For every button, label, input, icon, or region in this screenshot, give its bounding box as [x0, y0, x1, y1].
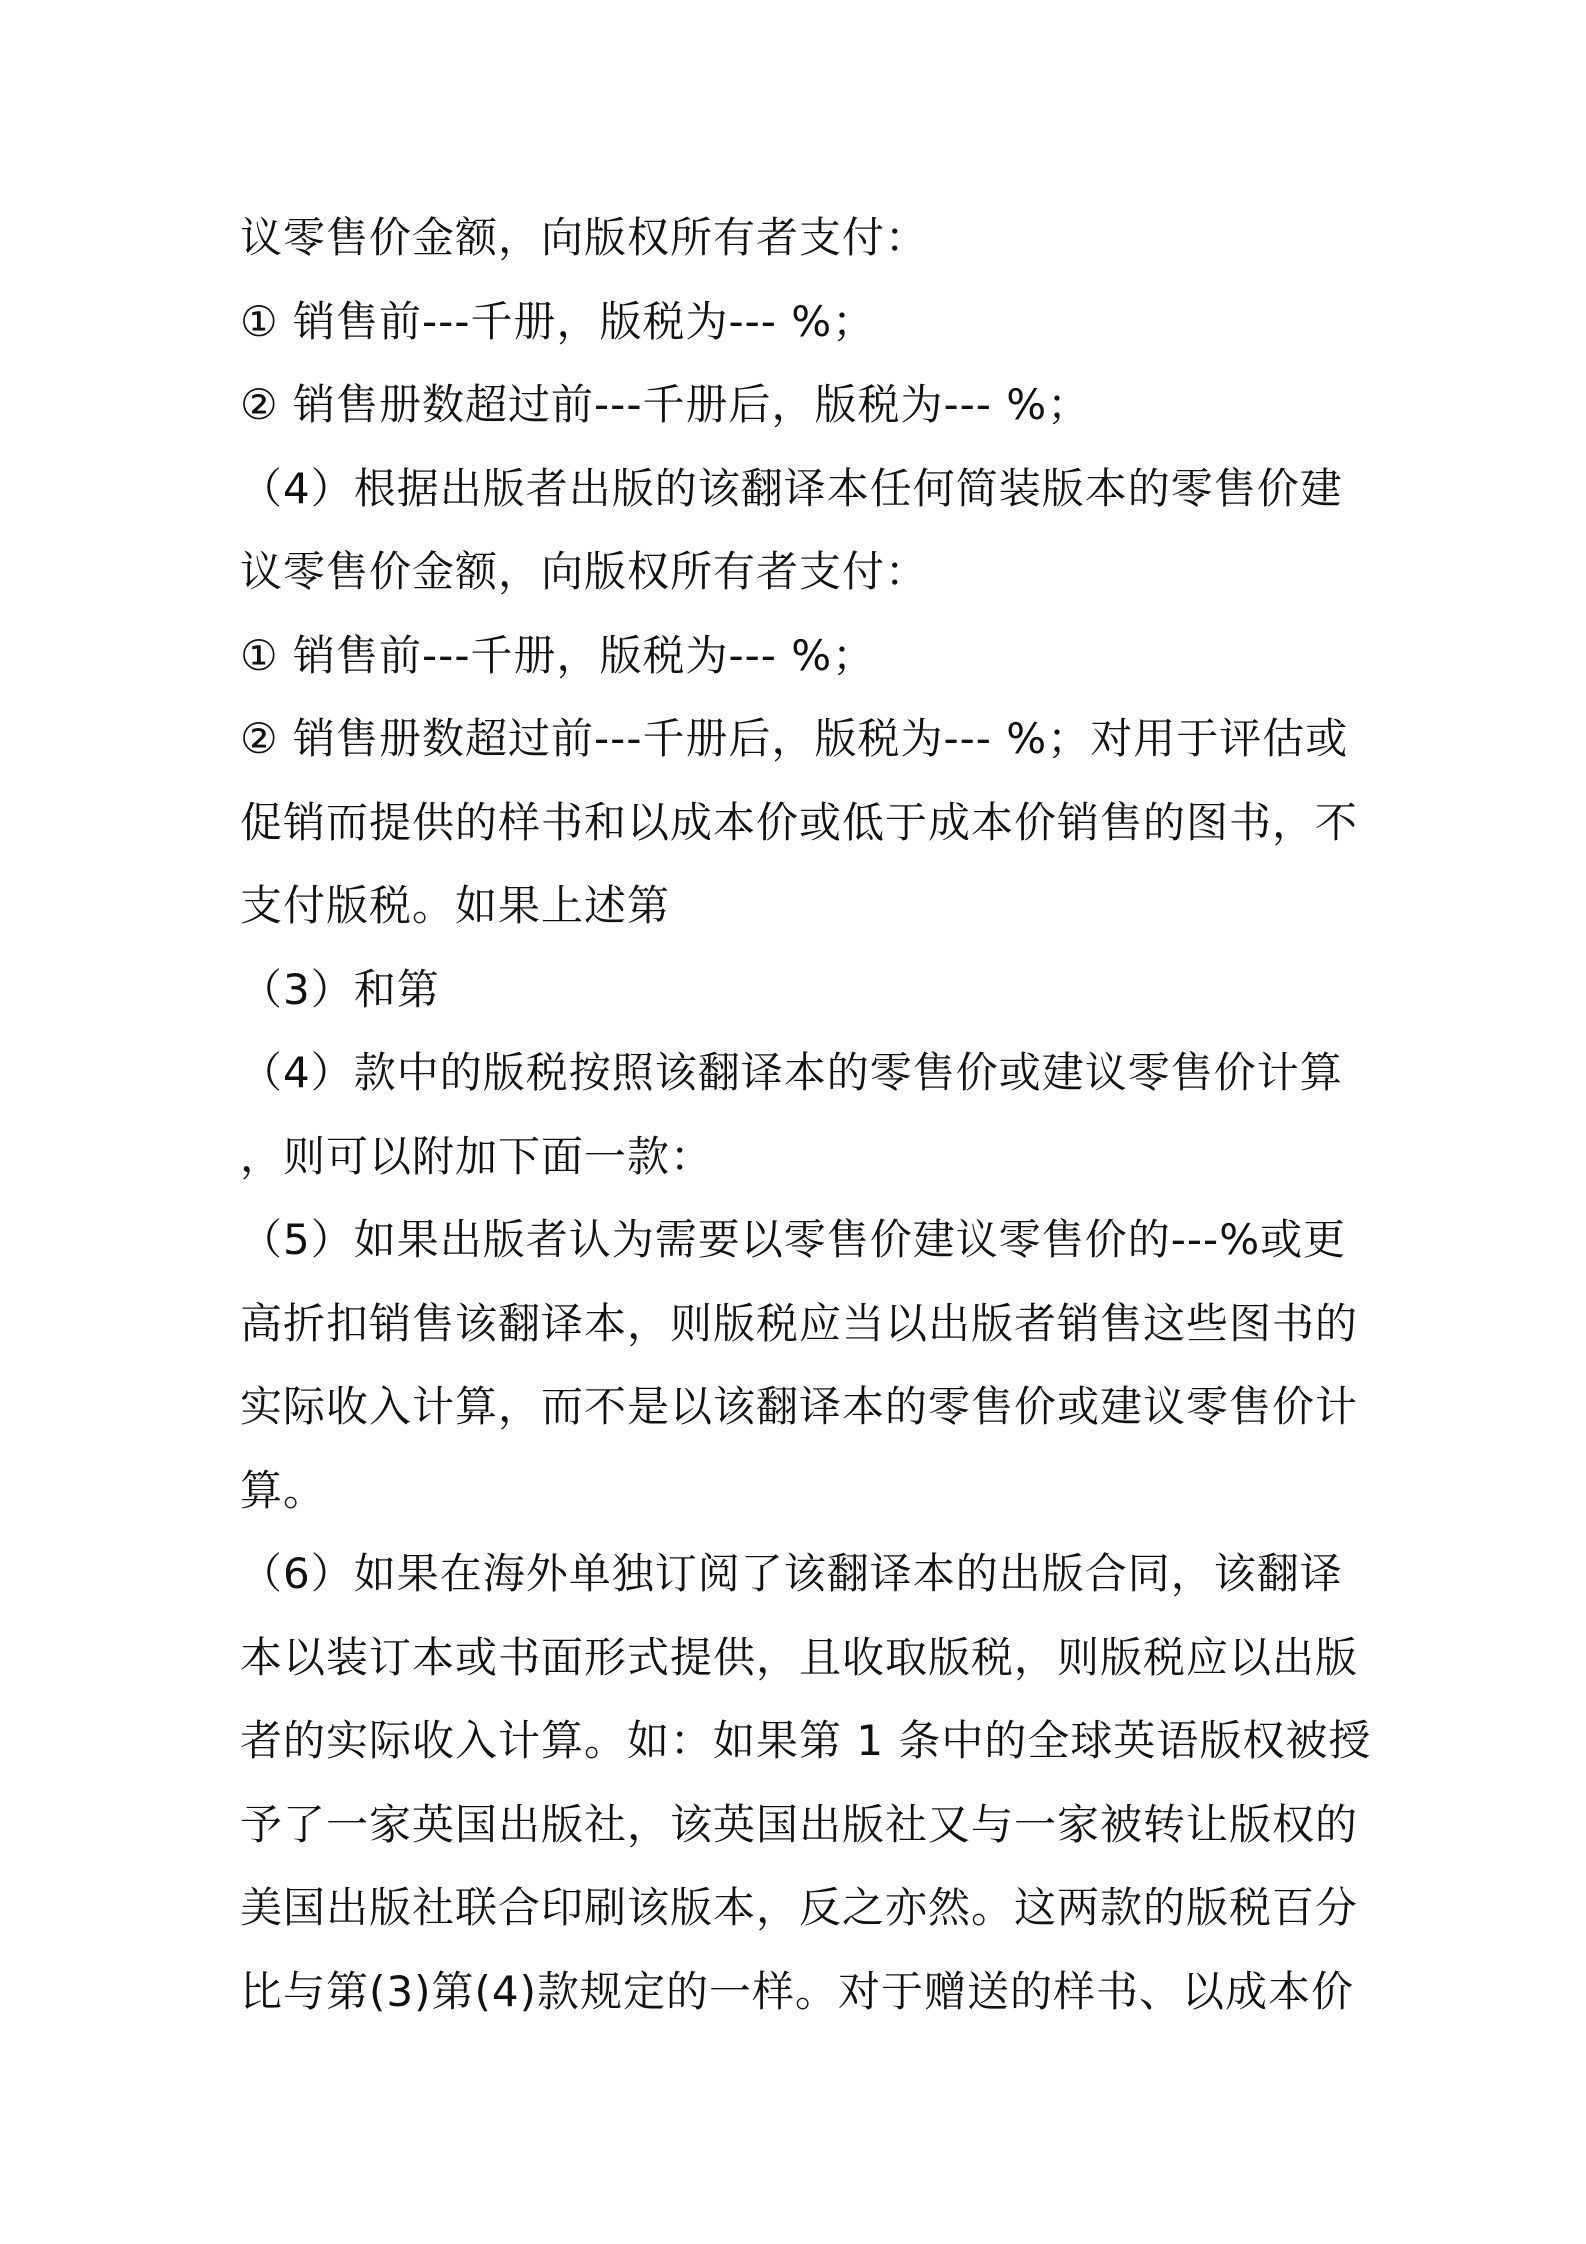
text-line: ① 销售前---千册，版税为--- %； — [240, 630, 876, 680]
text-line: （5）如果出版者认为需要以零售价建议零售价的---%或更 — [240, 1215, 1347, 1264]
text-line: 议零售价金额，向版权所有者支付： — [240, 547, 929, 596]
text-line: 高折扣销售该翻译本，则版税应当以出版者销售这些图书的 — [240, 1298, 1359, 1348]
text-line: 者的实际收入计算。如：如果第 1 条中的全球英语版权被授 — [240, 1716, 1372, 1765]
text-line: 比与第(3)第(4)款规定的一样。对于赠送的样书、以成本价 — [240, 1966, 1354, 2016]
text-line: 议零售价金额，向版权所有者支付： — [240, 213, 929, 262]
text-line: 支付版税。如果上述第 — [240, 881, 671, 930]
text-line: ② 销售册数超过前---千册后，版税为--- %； — [240, 380, 1091, 429]
text-line: 本以装订本或书面形式提供，且收取版税，则版税应以出版 — [240, 1632, 1359, 1682]
text-line: 促销而提供的样书和以成本价或低于成本价销售的图书，不 — [240, 797, 1359, 847]
text-line: 实际收入计算，而不是以该翻译本的零售价或建议零售价计 — [240, 1382, 1359, 1431]
document-body — [240, 196, 1372, 2033]
text-line: ① 销售前---千册，版税为--- %； — [240, 296, 876, 346]
text-line: 予了一家英国出版社，该英国出版社又与一家被转让版权的 — [240, 1799, 1359, 1849]
text-line: 算。 — [240, 1465, 327, 1515]
text-line: 美国出版社联合印刷该版本，反之亦然。这两款的版税百分 — [240, 1883, 1359, 1932]
text-line: （4）根据出版者出版的该翻译本任何简装版本的零售价建 — [240, 463, 1343, 513]
text-line: ② 销售册数超过前---千册后，版税为--- %；对用于评估或 — [240, 714, 1349, 763]
text-line: （6）如果在海外单独订阅了该翻译本的出版合同，该翻译 — [240, 1549, 1343, 1598]
text-line: （3）和第 — [240, 964, 440, 1014]
text-line: （4）款中的版税按照该翻译本的零售价或建议零售价计算 — [240, 1048, 1343, 1097]
text-line: ，则可以附加下面一款： — [240, 1131, 714, 1181]
